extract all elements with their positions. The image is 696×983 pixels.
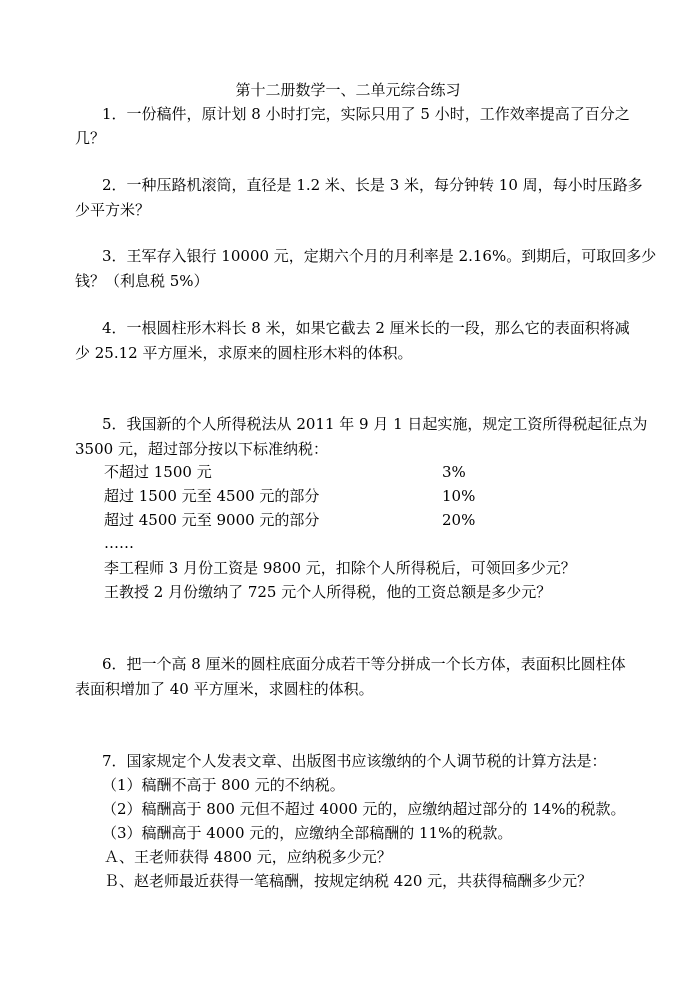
question-7-rule-3: （3）稿酬高于 4000 元的，应缴纳全部稿酬的 11%的税款。: [102, 824, 513, 842]
question-5-sub-1: 李工程师 3 月份工资是 9800 元，扣除个人所得税后，可领回多少元？: [104, 559, 576, 577]
question-7-sub-a: Ａ、王老师获得 4800 元，应纳税多少元？: [104, 848, 392, 866]
question-3-line-2: 钱？（利息税 5%）: [75, 272, 209, 290]
question-6-line-1: 6．把一个高 8 厘米的圆柱底面分成若干等分拼成一个长方体，表面积比圆柱体: [102, 655, 626, 673]
tax-bracket-rate: 3%: [442, 463, 466, 481]
question-7-rule-2: （2）稿酬高于 800 元但不超过 4000 元的，应缴纳超过部分的 14%的税款。: [102, 800, 626, 818]
question-7-rule-1: （1）稿酬不高于 800 元的不纳税。: [102, 776, 345, 794]
tax-bracket-rate: 10%: [442, 487, 476, 505]
tax-bracket-rate: 20%: [442, 511, 476, 529]
question-2-line-1: 2．一种压路机滚筒，直径是 1.2 米、长是 3 米，每分钟转 10 周，每小时压路多: [102, 176, 643, 194]
question-5-sub-2: 王教授 2 月份缴纳了 725 元个人所得税，他的工资总额是多少元？: [104, 583, 552, 601]
question-3-line-1: 3．王军存入银行 10000 元，定期六个月的月利率是 2.16%。到期后，可取回多少: [102, 247, 657, 265]
question-2-line-2: 少平方米？: [75, 201, 151, 219]
question-4-line-2: 少 25.12 平方厘米，求原来的圆柱形木料的体积。: [75, 344, 413, 362]
question-5-line-2: 3500 元，超过部分按以下标准纳税：: [75, 440, 328, 458]
tax-bracket-label: 超过 1500 元至 4500 元的部分: [104, 487, 320, 505]
question-1-line-2: 几？: [75, 129, 106, 147]
question-5-line-1: 5．我国新的个人所得税法从 2011 年 9 月 1 日起实施，规定工资所得税起征点为: [102, 415, 648, 433]
question-7-line-1: 7．国家规定个人发表文章、出版图书应该缴纳的个人调节税的计算方法是：: [102, 752, 607, 770]
ellipsis: ……: [104, 534, 134, 552]
question-1-line-1: 1．一份稿件，原计划 8 小时打完，实际只用了 5 小时，工作效率提高了百分之: [102, 105, 630, 123]
question-6-line-2: 表面积增加了 40 平方厘米，求圆柱的体积。: [75, 680, 374, 698]
tax-bracket-label: 不超过 1500 元: [104, 463, 212, 481]
question-4-line-1: 4．一根圆柱形木料长 8 米，如果它截去 2 厘米长的一段，那么它的表面积将减: [102, 319, 630, 337]
question-7-sub-b: Ｂ、赵老师最近获得一笔稿酬，按规定纳税 420 元，共获得稿酬多少元？: [104, 872, 593, 890]
tax-bracket-label: 超过 4500 元至 9000 元的部分: [104, 511, 320, 529]
page-title: 第十二册数学一、二单元综合练习: [235, 81, 461, 99]
